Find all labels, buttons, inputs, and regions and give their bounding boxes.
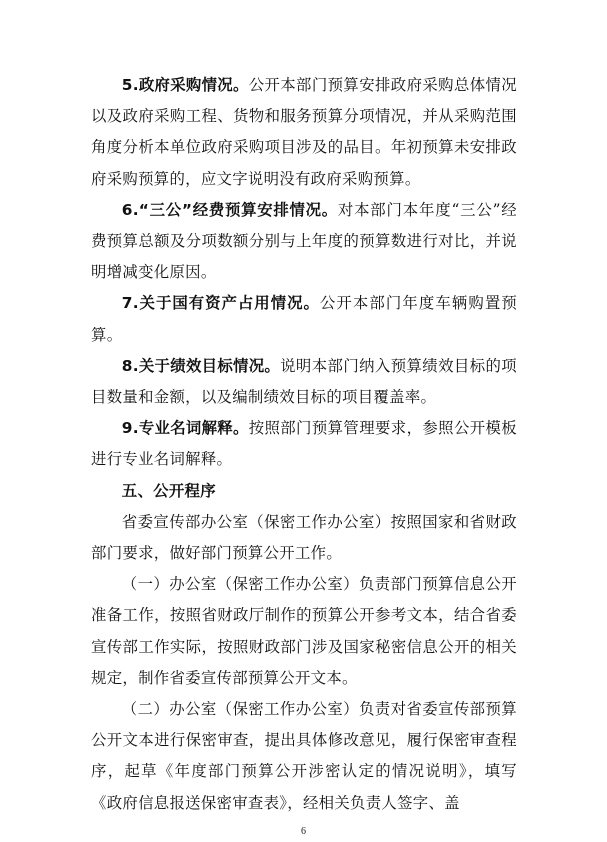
document-body (91, 70, 517, 819)
paragraph-body-step-2: （二）办公室（保密工作办公室）负责对省委宣传部预算公开文本进行保密审查，提出具体修改意见，履行保密审查程序，起草《年度部门预算公开涉密认定的情况说明》，填写《政府信息报送保密审查表》，经相关负责人签字、盖 (91, 700, 517, 812)
page-number: 6 (301, 826, 306, 837)
paragraph-performance-targets (91, 351, 517, 413)
paragraph-text: 按照部门预算管理要求，参照公开模板进行专业名词解释。 (91, 419, 518, 469)
section-heading: 五、公开程序 (121, 481, 216, 500)
paragraph-lead: 5.政府采购情况。 (121, 76, 249, 94)
paragraph-body-intro: 省委宣传部办公室（保密工作办公室）按照国家和省财政部门要求，做好部门预算公开工作。 (91, 512, 517, 563)
paragraph-three-public-funds (91, 195, 517, 289)
paragraph-glossary (91, 413, 517, 475)
paragraph-government-procurement (91, 70, 517, 195)
paragraph-state-assets (91, 288, 517, 350)
paragraph-text: 说明本部门纳入预算绩效目标的项目数量和金额，以及编制绩效目标的项目覆盖率。 (91, 356, 517, 407)
paragraph-lead: 6.“三公”经费预算安排情况。 (121, 200, 338, 219)
paragraph-lead: 8.关于绩效目标情况。 (121, 356, 281, 375)
paragraph-lead: 7.关于国有资产占用情况。 (121, 294, 320, 313)
paragraph-lead: 9.专业名词解释。 (121, 419, 249, 438)
paragraph-body-step-1: （一）办公室（保密工作办公室）负责部门预算信息公开准备工作，按照省财政厅制作的预算公开参考文本，结合省委宣传部工作实际，按照财政部门涉及国家秘密信息公开的相关规定，制作省委宣传部预算公开文本。 (91, 575, 517, 687)
paragraph-text: 公开本部门预算安排政府采购总体情况以及政府采购工程、货物和服务预算分项情况，并从采购范围角度分析本单位政府采购项目涉及的品目。年初预算未安排政府采购预算的，应文字说明没有政府采购预算。 (91, 76, 518, 188)
paragraph-text: 公开本部门年度车辆购置预算。 (91, 294, 518, 344)
paragraph-text: 对本部门本年度“三公”经费预算总额及分项数额分别与上年度的预算数进行对比，并说明增减变化原因。 (91, 200, 517, 282)
